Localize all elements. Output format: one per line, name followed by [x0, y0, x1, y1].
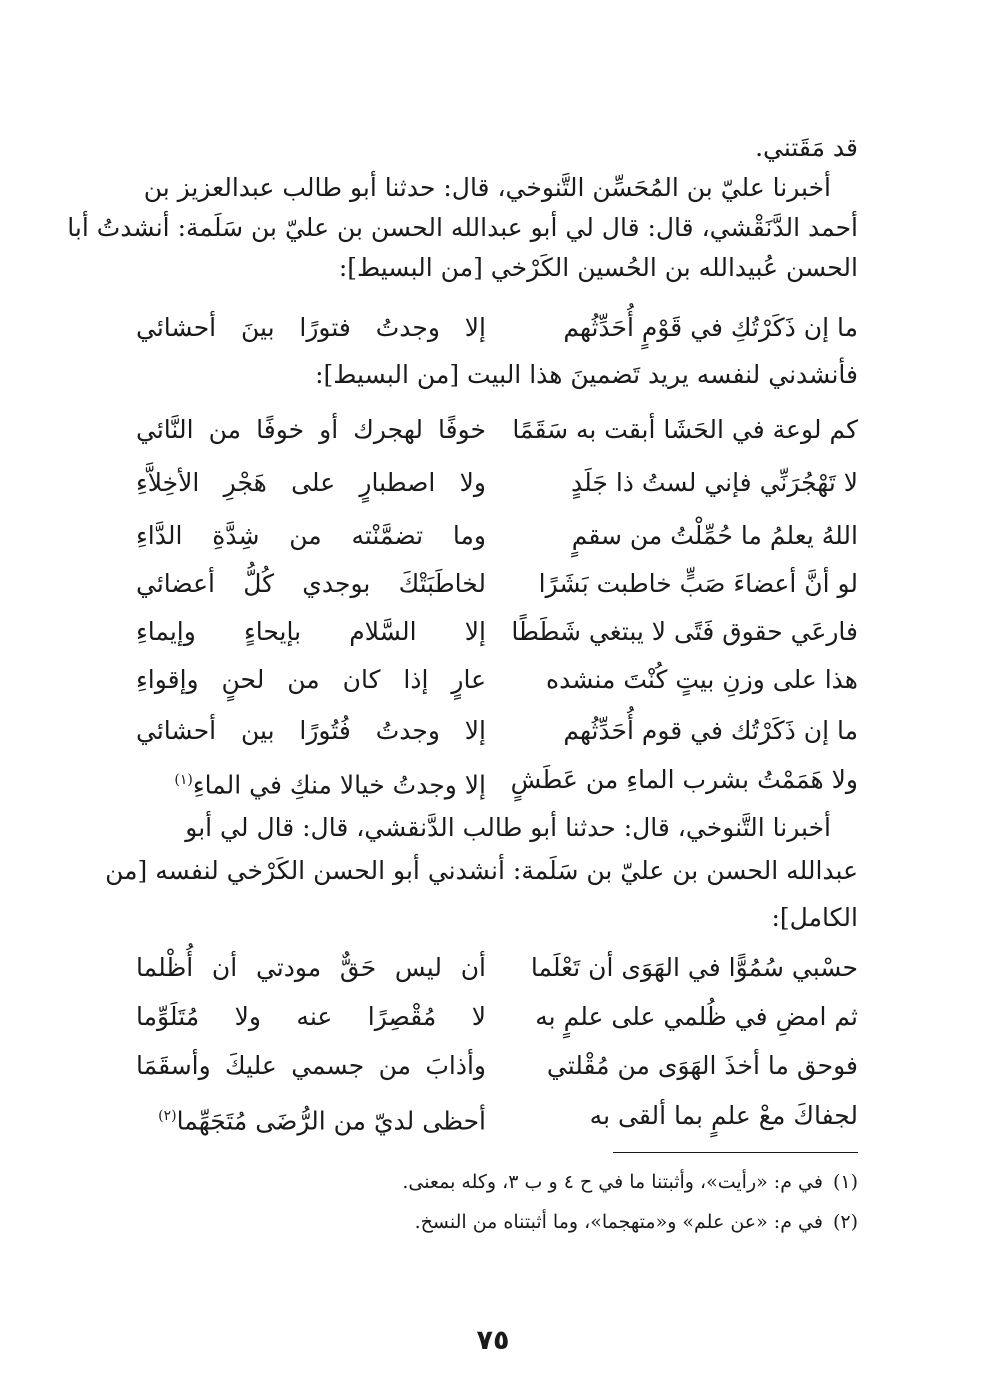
footnote-number: (١) [832, 1171, 858, 1193]
poem2-verse-2 [136, 997, 858, 1037]
paragraph-3-line-1: أخبرنا التَّنوخي، قال: حدثنا أبو طالب الدَّنقشي، قال: قال لي أبو [185, 813, 831, 842]
footnote-1 [136, 1166, 858, 1198]
hemistich-left: وأذابَ من جسمي عليكَ وأسقَمَا [136, 1051, 486, 1080]
paragraph-1-line-1: أخبرنا عليّ بن المُحَسِّن التَّنوخي، قال: حدثنا أبو طالب عبدالعزيز بن [143, 173, 831, 202]
paragraph-1-line-3: الحسن عُبيدالله بن الحُسين الكَرْخي [من البسيط]: [338, 253, 858, 282]
poem1-verse-8 [136, 760, 858, 800]
poem1-verse-4 [136, 564, 858, 604]
paragraph-3-line-3: الكامل]: [771, 903, 858, 932]
hemistich-left-text: أحظى لديّ من الرُّضَى مُتَجَهِّما [176, 1106, 486, 1136]
hemistich-right: لو أنَّ أعضاءَ صَبٍّ خاطبت بَشَرًا [538, 569, 858, 598]
page-number: ٧٥ [476, 1325, 510, 1356]
poem2-verse-4 [136, 1096, 858, 1136]
hemistich-left-text: إلا وجدتُ خيالا منكِ في الماءِ [192, 770, 486, 800]
hemistich-left [136, 1096, 486, 1141]
footnote-number: (٢) [832, 1211, 858, 1233]
footnote-text: في م: «رأيت»، وأثبتنا ما في ح ٤ و ب ٣، وكله بمعنى. [402, 1171, 823, 1193]
poem1-verse-6 [136, 660, 858, 700]
poem2-verse-1 [136, 948, 858, 988]
hemistich-left: أن ليس حَقٌّ مودتي أن أُظْلما [136, 953, 486, 982]
poem1-verse-1 [136, 410, 858, 450]
paragraph-3-line-2: عبدالله الحسن بن عليّ بن سَلَمة: أنشدني أبو الحسن الكَرْخي لنفسه [من [105, 856, 858, 885]
hemistich-left: لخاطَبَتْكَ بوجدي كُلُّ أعضائي [136, 569, 486, 598]
footnote-marker-1: (١) [174, 772, 193, 788]
poem1-verse-3 [136, 516, 858, 556]
hemistich-right: كم لوعة في الحَشَا أبقت به سَقَمًا [512, 415, 858, 444]
footnote-text: في م: «عن علم» و«متهجما»، وما أثبتناه من النسخ. [414, 1211, 823, 1233]
opening-line: قد مَقَتني. [755, 133, 858, 162]
hemistich-right: لجفاكَ معْ علمٍ بما ألقى به [589, 1101, 858, 1130]
hemistich-right: فوحق ما أخذَ الهَوَى من مُقْلتي [546, 1051, 858, 1080]
footnote-marker-2: (٢) [158, 1108, 177, 1124]
footnote-separator [613, 1152, 858, 1153]
hemistich-left: إلا وجدتُ فتورًا بينَ أحشائي [136, 313, 486, 342]
hemistich-right: حسْبي سُمُوًّا في الهَوَى أن تَعْلَما [530, 953, 858, 982]
hemistich-right: هذا على وزنِ بيتٍ كُنْتَ منشده [545, 665, 858, 694]
hemistich-right: ولا هَمَمْتُ بشرب الماءِ من عَطَشٍ [510, 765, 858, 794]
poem1-verse-2 [136, 463, 858, 503]
hemistich-right: ما إن ذَكَرْتُكِ في قَوْمٍ أُحَدِّثُهم [563, 313, 858, 342]
hemistich-left: وما تضمَّنْته من شِدَّةِ الدَّاءِ [136, 521, 486, 550]
hemistich-left: عارٍ إذا كان من لحنٍ وإقواءِ [136, 665, 486, 694]
hemistich-right: لا تَهْجُرَنِّي فإني لستُ ذا جَلَدٍ [571, 468, 858, 497]
hemistich-left [136, 760, 486, 805]
poem2-verse-3 [136, 1046, 858, 1086]
poem1-verse-7 [136, 711, 858, 751]
hemistich-left: خوفًا لهجرك أو خوفًا من النَّائي [136, 415, 486, 444]
footnote-2 [136, 1206, 858, 1238]
hemistich-left: إلا وجدتُ فُتُورًا بين أحشائي [136, 716, 486, 745]
poem1-verse-5 [136, 612, 858, 652]
paragraph-2: فأنشدني لنفسه يريد تَضمينَ هذا البيت [من البسيط]: [315, 360, 858, 389]
hemistich-right: ما إن ذَكَرْتُك في قوم أُحَدِّثُهم [563, 716, 858, 745]
hemistich-left: لا مُقْصِرًا عنه ولا مُتَلَوِّما [136, 1002, 486, 1031]
verse-quoted [136, 308, 858, 348]
hemistich-left: إلا السَّلام بإيحاءٍ وإيماءِ [136, 617, 486, 646]
hemistich-right: فارعَي حقوق فَتًى لا يبتغي شَطَطًا [511, 617, 858, 646]
hemistich-left: ولا اصطبارٍ على هَجْرِ الأخِلاَّءِ [136, 468, 486, 497]
paragraph-1-line-2: أحمد الدَّنَقْشي، قال: قال لي أبو عبدالله الحسن بن عليّ بن سَلَمة: أنشدتُ أبا [67, 213, 858, 242]
hemistich-right: اللهُ يعلمُ ما حُمِّلْتُ من سقمٍ [571, 521, 858, 550]
hemistich-right: ثم امضِ في ظُلمي على علمٍ به [535, 1002, 858, 1031]
